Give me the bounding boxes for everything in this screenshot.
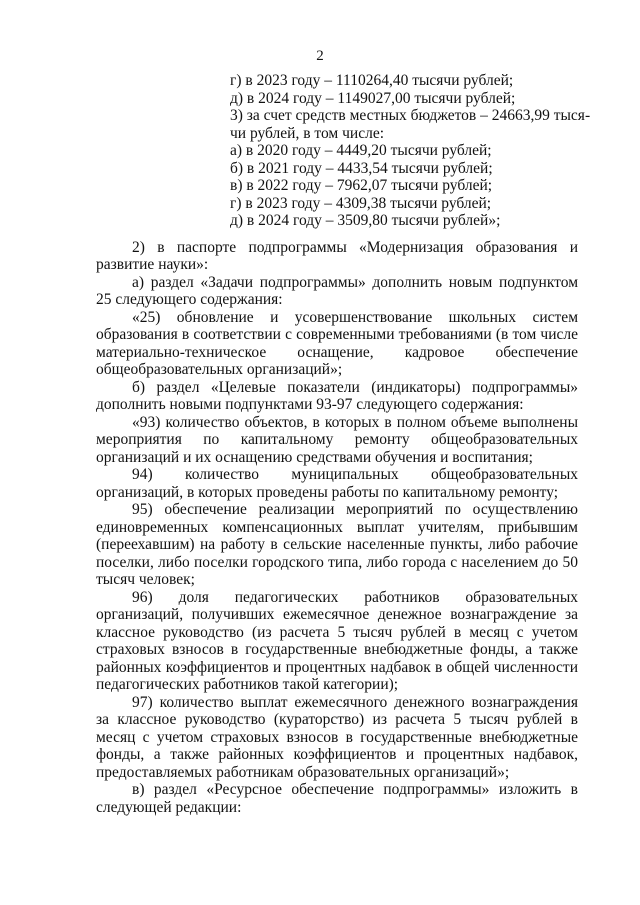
funding-list-item: чи рублей, в том числе: [230,124,385,142]
funding-list [96,72,591,230]
paragraph: «25) обновление и усовершенствование школьных систем образования в соответствии с современными требованиями (в том числе материально-техническое оснащение, кадровое обеспечение общеобразовательных организаций»; [96,308,578,378]
paragraph: 97) количество выплат ежемесячного денежного вознаграждения за классное руководство (кураторство) из расчета 5 тысяч рублей в месяц с учетом страховых взносов в государственные внебюджетные фонды, а также районных коэффициентов и процентных надбавок, предоставляемых работникам образовательных организаций»; [96,693,578,781]
paragraph: 96) доля педагогических работников образовательных организаций, получивших ежемесячное денежное вознаграждение за классное руководство (из расчета 5 тысяч рублей в месяц с учетом страховых взносов в государственные внебюджетные фонды, а также районных коэффициентов и процентных надбавок в общей численности педагогических работников такой категории); [96,588,578,693]
paragraph: б) раздел «Целевые показатели (индикаторы) подпрограммы» дополнить новыми подпунктами 93-97 следующего содержания: [96,378,578,413]
funding-list-item: д) в 2024 году – 3509,80 тысячи рублей»; [230,212,501,229]
funding-list-item: б) в 2021 году – 4433,54 тысячи рублей; [230,159,493,177]
paragraph: «93) количество объектов, в которых в полном объеме выполнены мероприятия по капитальному ремонту общеобразовательных организаций и их оснащению средствами обучения и воспитания; [96,413,578,466]
funding-list-item: г) в 2023 году – 1110264,40 тысячи рублей; [230,72,514,89]
funding-list-item: д) в 2024 году – 1149027,00 тысячи рублей; [230,89,516,107]
paragraph: в) раздел «Ресурсное обеспечение подпрограммы» изложить в следующей редакции: [96,781,578,816]
funding-list-item: в) в 2022 году – 7962,07 тысячи рублей; [230,177,493,194]
funding-list-item: 3) за счет средств местных бюджетов – 24663,99 тыся- [230,107,591,124]
funding-list-item: а) в 2020 году – 4449,20 тысячи рублей; [230,142,492,159]
paragraph: 2) в паспорте подпрограммы «Модернизация образования и развитие науки»: [96,238,578,273]
funding-list-item: г) в 2023 году – 4309,38 тысячи рублей; [230,194,492,212]
page-number: 2 [316,48,324,64]
document-body [96,72,591,816]
paragraph: а) раздел «Задачи подпрограммы» дополнить новым подпунктом 25 следующего содержания: [96,273,578,308]
paragraph: 95) обеспечение реализации мероприятий по осуществлению единовременных компенсационных выплат учителям, прибывшим (переехавшим) на работу в сельские населенные пункты, либо рабочие поселки, либо поселки городского типа, либо города с населением до 50 тысяч человек; [96,501,578,588]
paragraph: 94) количество муниципальных общеобразовательных организаций, в которых проведены работы по капитальному ремонту; [96,466,578,501]
